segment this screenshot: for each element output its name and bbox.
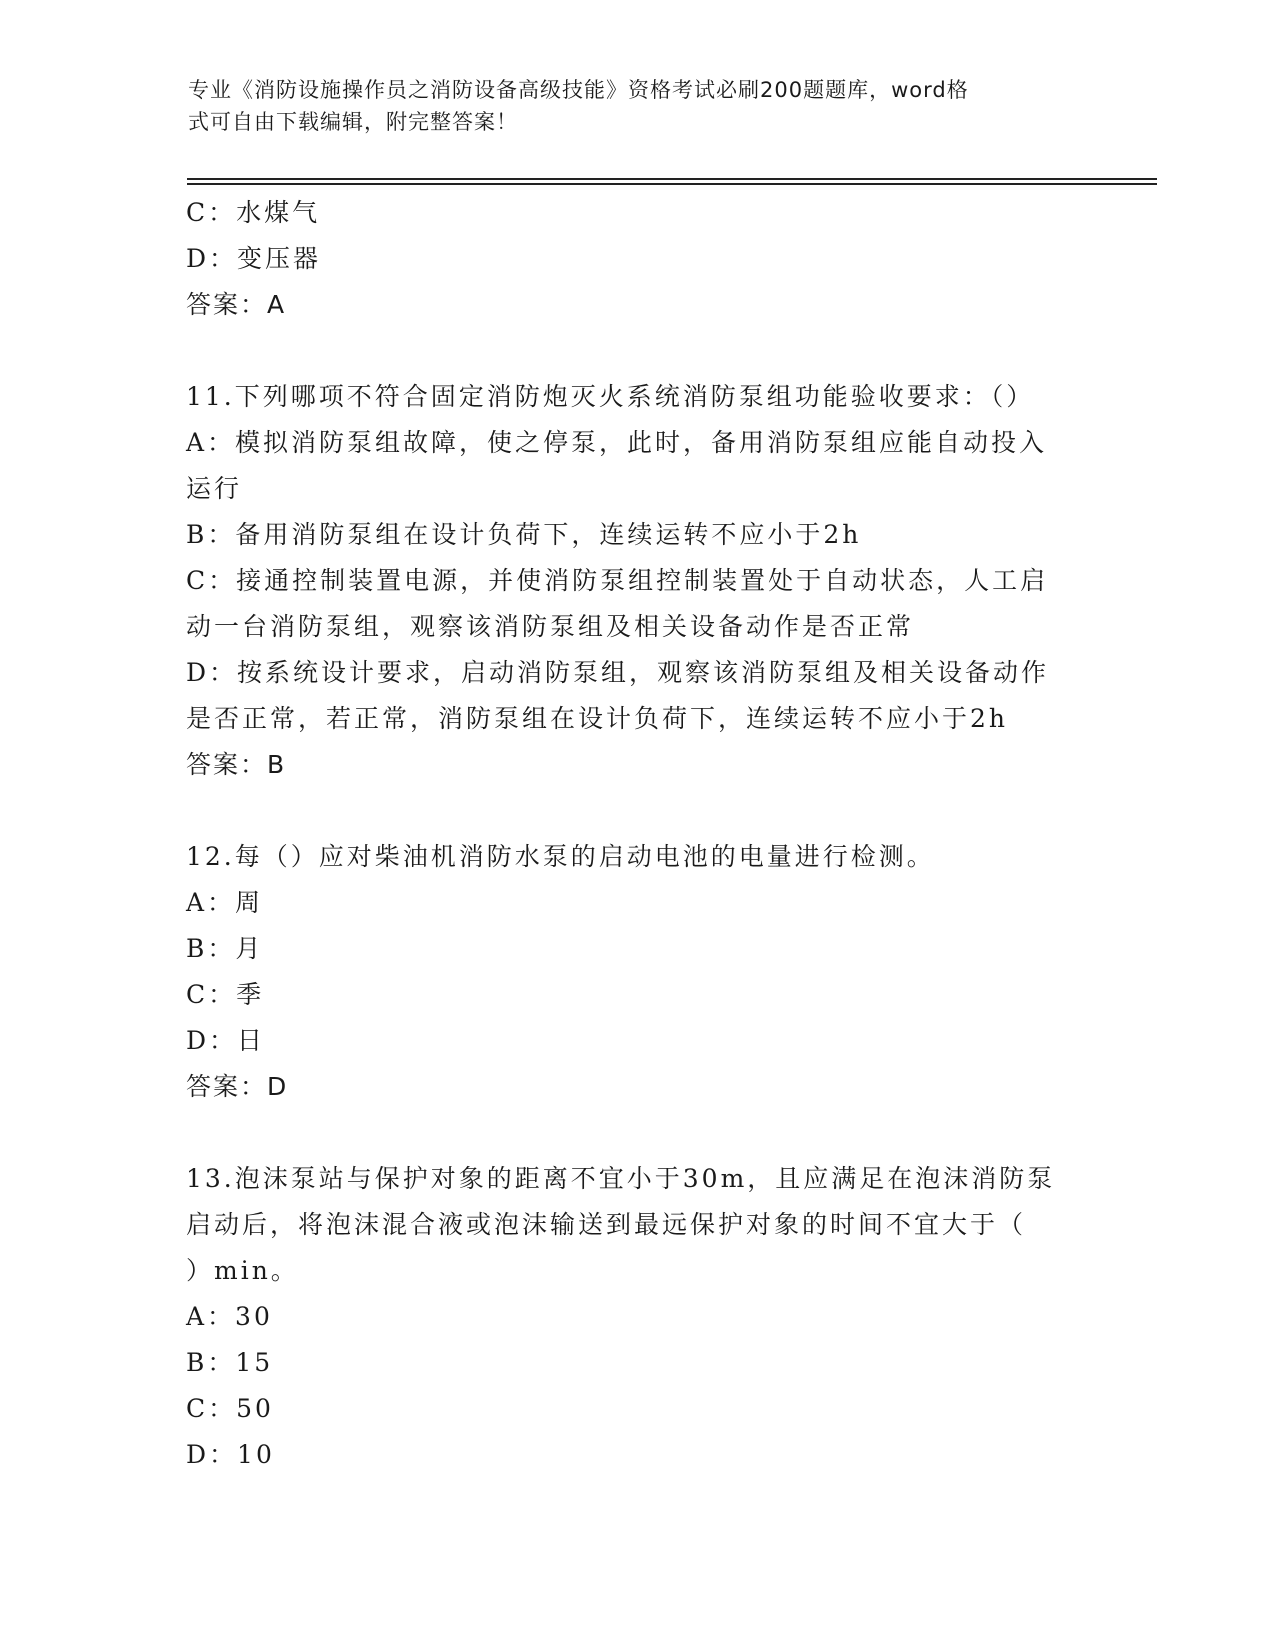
answer: 答案：D xyxy=(186,1072,289,1101)
option-b: B：备用消防泵组在设计负荷下，连续运转不应小于2h xyxy=(186,520,862,549)
option-a: A：30 xyxy=(186,1302,273,1331)
option-a: A：周 xyxy=(186,888,264,917)
question-13 xyxy=(186,1156,1086,1478)
question-stem-continued: 启动后，将泡沫混合液或泡沫输送到最远保护对象的时间不宜大于（ xyxy=(186,1210,1027,1239)
option-d-continued: 是否正常，若正常，消防泵组在设计负荷下，连续运转不应小于2h xyxy=(186,704,1009,733)
answer: 答案：A xyxy=(186,290,287,319)
option-a: A：模拟消防泵组故障，使之停泵，此时，备用消防泵组应能自动投入 xyxy=(186,428,1048,457)
option-c-continued: 动一台消防泵组，观察该消防泵组及相关设备动作是否正常 xyxy=(186,612,915,641)
option-c: C：季 xyxy=(186,980,265,1009)
question-stem: 12.每（）应对柴油机消防水泵的启动电池的电量进行检测。 xyxy=(186,842,935,871)
document-body xyxy=(186,190,1086,1478)
option-c: C：50 xyxy=(186,1394,274,1423)
question-stem: 13.泡沫泵站与保护对象的距离不宜小于30m，且应满足在泡沫消防泵 xyxy=(186,1164,1056,1193)
option-d: D：变压器 xyxy=(186,244,322,273)
header-line-2: 式可自由下载编辑，附完整答案！ xyxy=(188,110,518,134)
option-b: B：15 xyxy=(186,1348,274,1377)
spacer xyxy=(186,328,1086,374)
spacer xyxy=(186,788,1086,834)
question-stem-continued: ）min。 xyxy=(186,1256,299,1285)
spacer xyxy=(186,1110,1086,1156)
question-10 xyxy=(186,190,1086,328)
answer: 答案：B xyxy=(186,750,287,779)
option-b: B：月 xyxy=(186,934,264,963)
header-divider-bottom xyxy=(187,183,1157,185)
option-d: D：按系统设计要求，启动消防泵组，观察该消防泵组及相关设备动作 xyxy=(186,658,1050,687)
option-a-continued: 运行 xyxy=(186,474,243,503)
option-d: D：10 xyxy=(186,1440,275,1469)
question-stem: 11.下列哪项不符合固定消防炮灭火系统消防泵组功能验收要求：（） xyxy=(186,382,1035,411)
document-header xyxy=(188,74,1088,138)
header-divider-top xyxy=(187,178,1157,180)
option-d: D：日 xyxy=(186,1026,266,1055)
question-12 xyxy=(186,834,1086,1110)
question-11 xyxy=(186,374,1086,788)
option-c: C：接通控制装置电源，并使消防泵组控制装置处于自动状态，人工启 xyxy=(186,566,1049,595)
option-c: C：水煤气 xyxy=(186,198,321,227)
header-line-1: 专业《消防设施操作员之消防设备高级技能》资格考试必刷200题题库，word格 xyxy=(188,78,969,102)
